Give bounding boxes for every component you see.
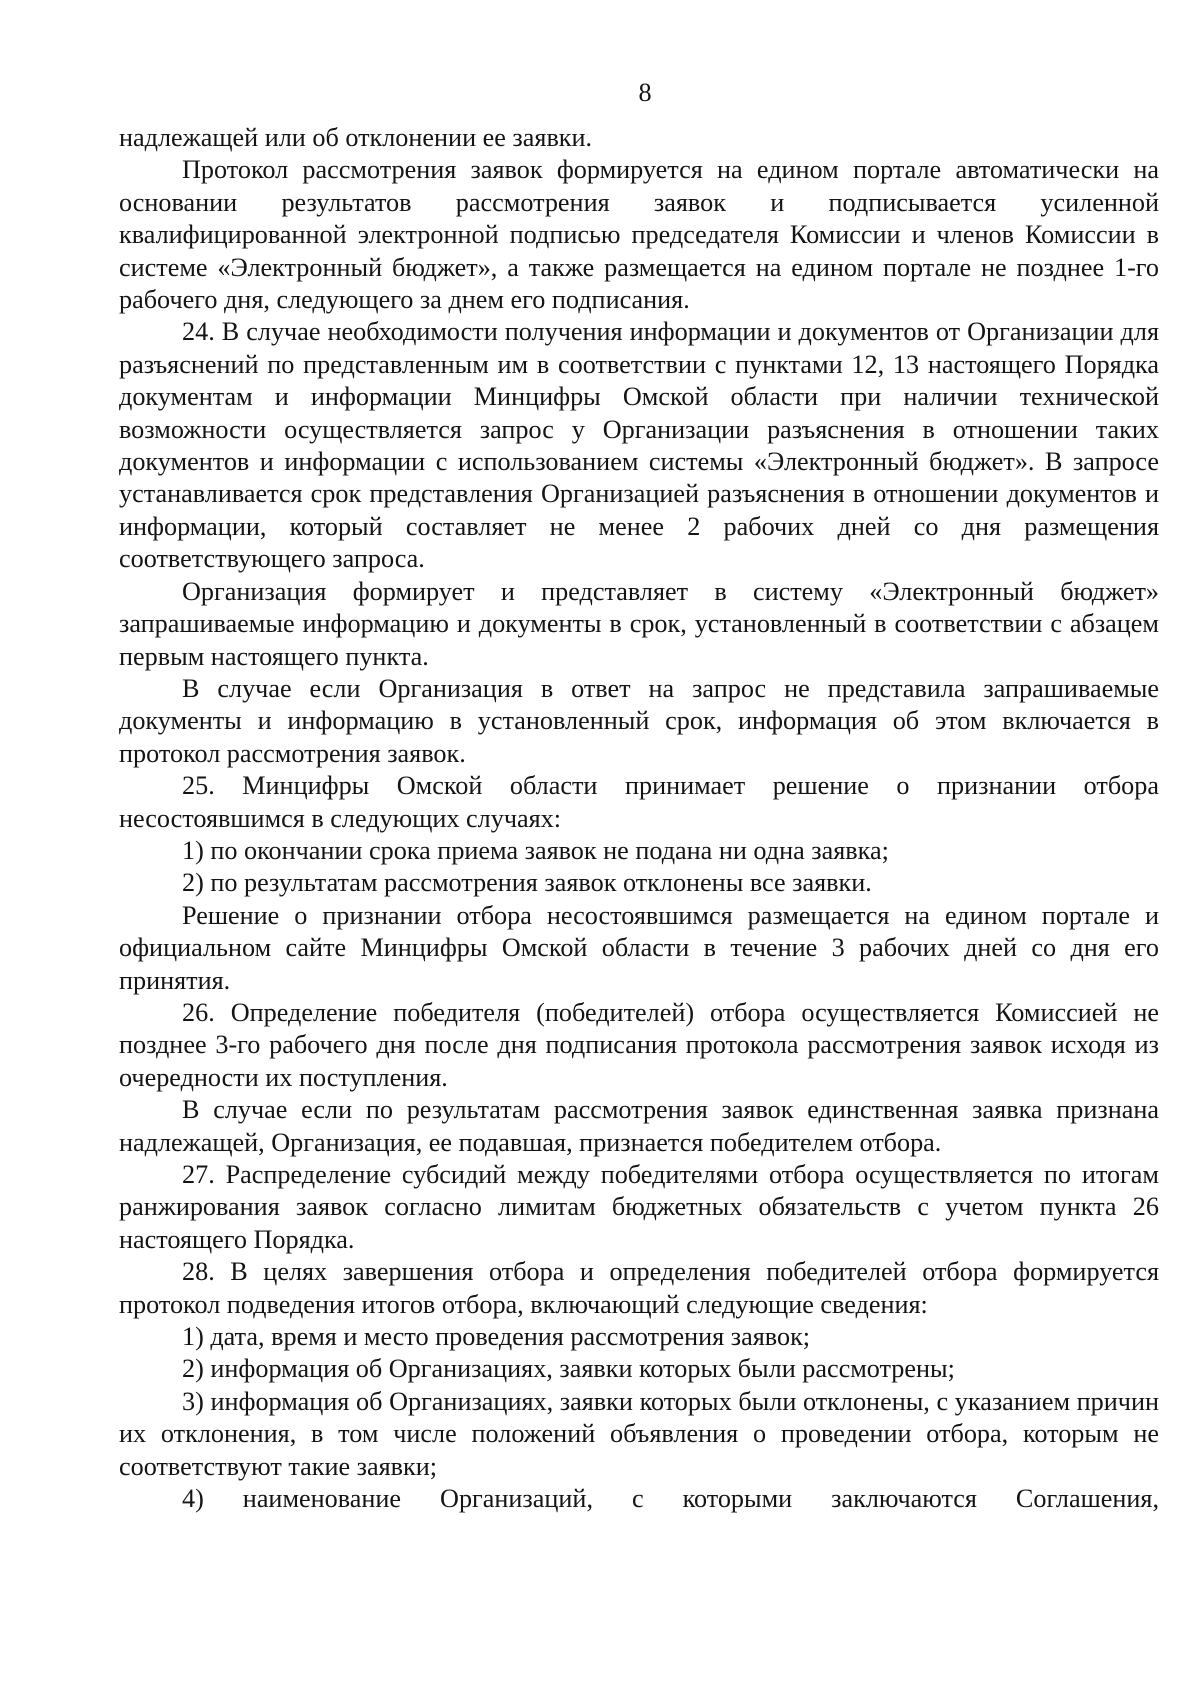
paragraph: 26. Определение победителя (победителей) отбора осуществляется Комиссией не позднее 3-го рабочего дня после дня подписания протокола рассмотрения заявок исходя из очередности их поступления. xyxy=(119,997,1159,1092)
paragraph: 2) по результатам рассмотрения заявок отклонены все заявки. xyxy=(182,868,872,898)
paragraph: 4) наименование Организаций, с которыми заключаются Соглашения, xyxy=(182,1484,1159,1514)
paragraph: надлежащей или об отклонении ее заявки. xyxy=(119,123,593,152)
paragraph: 3) информация об Организациях, заявки которых были отклонены, с указанием причин их отклонения, в том числе положений объявления о проведении отбора, которым не соответствуют такие заявки; xyxy=(119,1386,1159,1481)
paragraph: 2) информация об Организациях, заявки которых были рассмотрены; xyxy=(182,1354,955,1384)
paragraph: 1) по окончании срока приема заявок не подана ни одна заявка; xyxy=(182,835,889,865)
page-number: 8 xyxy=(638,78,652,107)
paragraph: 27. Распределение субсидий между победителями отбора осуществляется по итогам ранжирования заявок согласно лимитам бюджетных обязательств с учетом пункта 26 настоящего Порядка. xyxy=(119,1160,1159,1254)
document-body xyxy=(119,122,1159,1515)
paragraph: Решение о признании отбора несостоявшимся размещается на едином портале и официальном сайте Минцифры Омской области в течение 3 рабочих дней со дня его принятия. xyxy=(119,900,1159,995)
paragraph: Организация формирует и представляет в систему «Электронный бюджет» запрашиваемые информацию и документы в срок, установленный в соответствии с абзацем первым настоящего пункта. xyxy=(119,576,1159,671)
paragraph: 28. В целях завершения отбора и определения победителей отбора формируется протокол подведения итогов отбора, включающий следующие сведения: xyxy=(119,1257,1159,1319)
paragraph: Протокол рассмотрения заявок формируется на едином портале автоматически на основании результатов рассмотрения заявок и подписывается усиленной квалифицированной электронной подписью председателя Комиссии и членов Комиссии в системе «Электронный бюджет», а также размещается на едином портале не позднее 1-го рабочего дня, следующего за днем его подписания. xyxy=(119,155,1159,315)
paragraph: 25. Минцифры Омской области принимает решение о признании отбора несостоявшимся в следующих случаях: xyxy=(119,771,1159,833)
paragraph: 1) дата, время и место проведения рассмотрения заявок; xyxy=(182,1322,811,1352)
paragraph: В случае если по результатам рассмотрения заявок единственная заявка признана надлежащей, Организация, ее подавшая, признается победителем отбора. xyxy=(119,1095,1159,1157)
paragraph: 24. В случае необходимости получения информации и документов от Организации для разъяснений по представленным им в соответствии с пунктами 12, 13 настоящего Порядка документам и информации Минцифры Омской области при наличии технической возможности осуществляется запрос у Организации разъяснения в отношении таких документов и информации с использованием системы «Электронный бюджет». В запросе устанавливается срок представления Организацией разъяснения в отношении документов и информации, который составляет не менее 2 рабочих дней со дня размещения соответствующего запроса. xyxy=(119,317,1159,574)
paragraph: В случае если Организация в ответ на запрос не представила запрашиваемые документы и информацию в установленный срок, информация об этом включается в протокол рассмотрения заявок. xyxy=(119,673,1159,768)
